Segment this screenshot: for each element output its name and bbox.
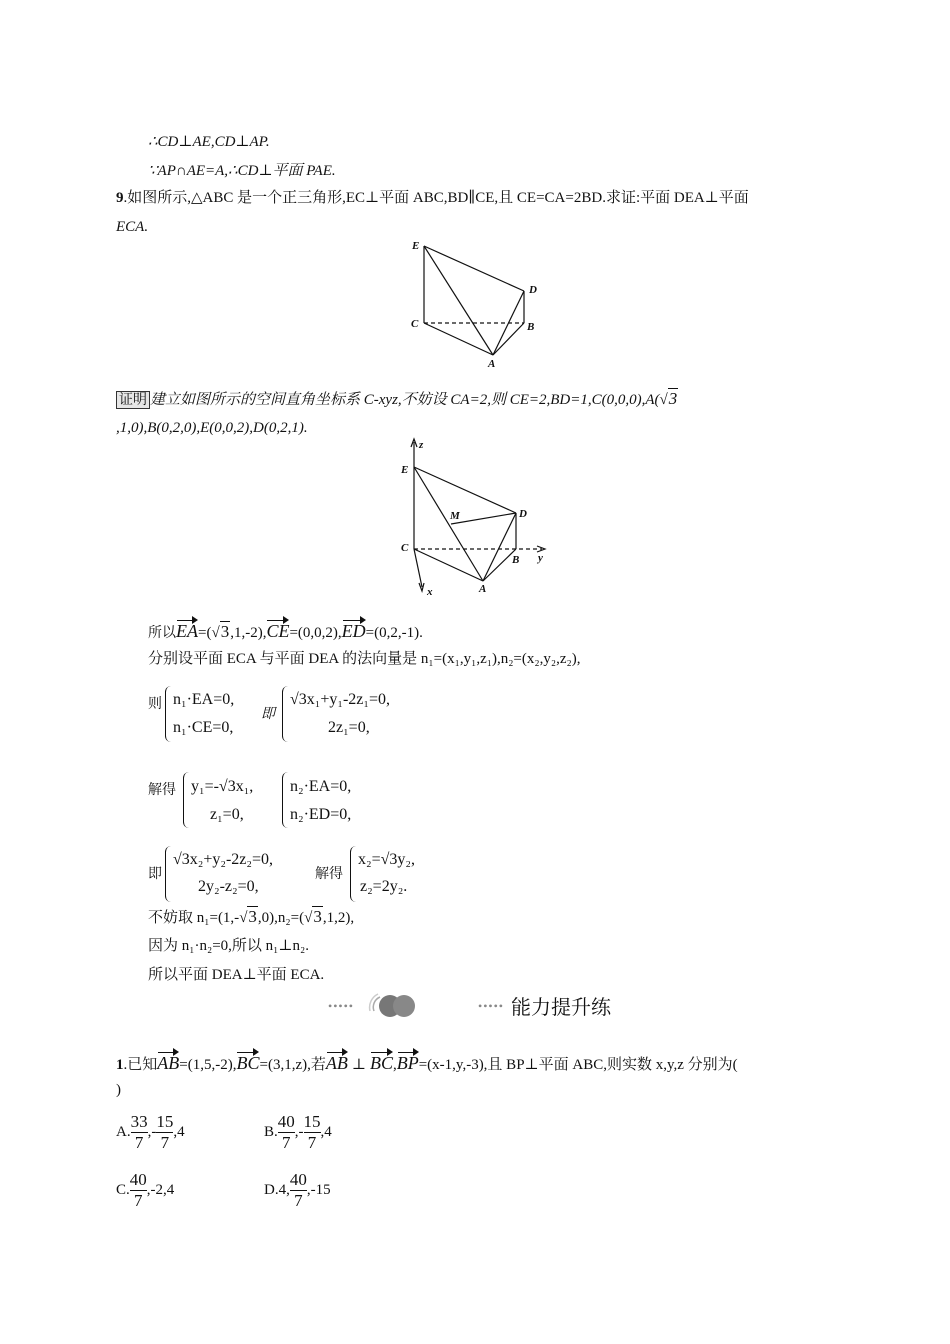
- proof-line-1: ∴CD⊥AE,CD⊥AP.: [148, 134, 270, 150]
- fraction: $\frac{33}{7}$: [130, 1112, 148, 1153]
- vector-AB: AB: [157, 1049, 179, 1073]
- option-A-tail: ,4: [173, 1124, 185, 1140]
- vector-AB-2: AB: [326, 1049, 348, 1073]
- q1-perp: ⊥: [351, 1057, 366, 1073]
- option-A[interactable]: A. $\frac{33}{7}$ ,- $\frac{15}{7}$ ,4: [116, 1112, 185, 1153]
- sys4-row1: n₂·EA=0,: [290, 778, 352, 795]
- sys6-row2: z₂=2y₂.: [360, 878, 408, 895]
- fraction: $\frac{40}{7}$: [277, 1112, 295, 1153]
- option-D-label: D.4,: [264, 1182, 290, 1198]
- sys2-row2: 2z₁=0,: [328, 719, 370, 736]
- section-badge-icon: [368, 991, 420, 1021]
- fig2-label-M: M: [450, 510, 460, 522]
- take-b: ,0),n₂=(: [257, 910, 305, 926]
- fraction: $\frac{40}{7}$: [289, 1170, 307, 1211]
- option-A-label: A.: [116, 1124, 131, 1140]
- brace-2: [282, 686, 288, 742]
- fig2-label-B: B: [512, 554, 520, 566]
- ed-val: =(0,2,-1).: [365, 625, 423, 641]
- fig2-label-C: C: [401, 542, 409, 554]
- jiede2-label: 解得: [315, 866, 343, 882]
- brace-5: [165, 846, 171, 902]
- fraction: $\frac{15}{7}$: [156, 1112, 174, 1153]
- sqrt-3: √3: [304, 907, 322, 926]
- proof-line-2: ∵AP∩AE=A,∴CD⊥平面 PAE.: [148, 163, 336, 179]
- option-C-label: C.: [116, 1182, 130, 1198]
- option-B-tail: ,4: [320, 1124, 332, 1140]
- proof-setup: [116, 388, 678, 410]
- problem-number: 9: [116, 190, 124, 206]
- sys2-row1: √3x₁+y₁-2z₁=0,: [290, 691, 390, 708]
- question-number: 1: [116, 1057, 124, 1073]
- jiede-label: 解得: [148, 782, 176, 798]
- brace-6: [350, 846, 356, 902]
- vector-CE: CE: [266, 617, 289, 641]
- ji2-label: 即: [148, 866, 162, 882]
- fig1-label-C: C: [411, 318, 419, 330]
- vector-BC-2: BC: [370, 1049, 393, 1073]
- sys6-row1: x₂=√3y₂,: [358, 851, 415, 868]
- section-header: [328, 989, 628, 1023]
- question-1: [116, 1049, 738, 1075]
- fig2-label-z: z: [419, 439, 424, 451]
- figure-1-prism: [405, 235, 545, 375]
- brace-4: [282, 772, 288, 828]
- sys3-row1: y₁=-√3x₁,: [191, 778, 254, 795]
- ce-val: =(0,0,2),: [289, 625, 342, 641]
- fig1-label-B: B: [527, 321, 535, 333]
- ea-val2: ,1,-2),: [230, 625, 267, 641]
- section-title: 能力提升练: [511, 995, 611, 1019]
- figure-2-coordinate: [395, 437, 555, 602]
- fig2-label-x: x: [427, 586, 433, 598]
- vectors-line: [148, 617, 423, 643]
- q1-b: =(1,5,-2),: [179, 1057, 237, 1073]
- option-C[interactable]: [116, 1168, 174, 1212]
- fraction: $\frac{15}{7}$: [303, 1112, 321, 1153]
- dots-right: •••••: [478, 999, 505, 1013]
- sqrt-3: √3: [211, 622, 230, 641]
- q1-c: =(3,1,z),若: [259, 1057, 326, 1073]
- problem-9-text-cont: ECA.: [116, 219, 149, 235]
- sys3-row2: z₁=0,: [210, 806, 244, 823]
- fig2-label-A: A: [479, 583, 487, 595]
- option-D[interactable]: [264, 1168, 331, 1212]
- proof-tag: 证明: [116, 391, 150, 409]
- ji-label: 即: [261, 706, 275, 722]
- dot-product-line: 因为 n₁·n₂=0,所以 n₁⊥n₂.: [148, 938, 309, 954]
- sqrt-3: √3: [239, 907, 257, 926]
- take-a: 不妨取 n₁=(1,-: [148, 910, 240, 926]
- vector-ED: ED: [342, 617, 366, 641]
- fig2-label-D: D: [519, 508, 527, 520]
- ea-val: =(: [198, 625, 212, 641]
- sys4-row2: n₂·ED=0,: [290, 806, 352, 823]
- fig1-label-E: E: [412, 240, 420, 252]
- vector-EA: EA: [176, 617, 198, 641]
- conclusion-line: 所以平面 DEA⊥平面 ECA.: [148, 967, 325, 983]
- problem-9: [116, 188, 749, 208]
- sys1-row2: n₁·CE=0,: [173, 719, 234, 736]
- take-line: [148, 906, 354, 928]
- take-c: ,1,2),: [322, 910, 355, 926]
- fig1-label-A: A: [488, 358, 496, 370]
- ze-label: 则: [148, 696, 162, 712]
- brace-1: [165, 686, 171, 742]
- option-D-tail: ,-15: [306, 1182, 331, 1198]
- fig2-label-E: E: [401, 464, 409, 476]
- normal-vectors-line: 分别设平面 ECA 与平面 DEA 的法向量是 n₁=(x₁,y₁,z₁),n₂=(x₂,y₂,z₂),: [148, 651, 581, 667]
- fig2-label-y: y: [538, 552, 543, 564]
- proof-setup-cont: ,1,0),B(0,2,0),E(0,0,2),D(0,2,1).: [116, 420, 308, 436]
- sys5-row2: 2y₂-z₂=0,: [198, 878, 259, 895]
- brace-3: [183, 772, 189, 828]
- option-C-tail: ,-2,4: [146, 1182, 175, 1198]
- suoyi: 所以: [148, 625, 176, 641]
- option-B-label: B.: [264, 1124, 278, 1140]
- option-B[interactable]: B. $\frac{40}{7}$ ,- $\frac{15}{7}$ ,4: [264, 1112, 332, 1153]
- proof-setup-text: 建立如图所示的空间直角坐标系 C-xyz,不妨设 CA=2,则 CE=2,BD=1,C(0,0,0),A(: [150, 392, 660, 408]
- fraction: $\frac{40}{7}$: [129, 1170, 147, 1211]
- q1-a: .已知: [123, 1057, 158, 1073]
- q1-f: =(x-1,y,-3),且 BP⊥平面 ABC,则实数 x,y,z 分别为(: [418, 1057, 738, 1073]
- problem-9-text: .如图所示,△ABC 是一个正三角形,EC⊥平面 ABC,BD∥CE,且 CE=CA=2BD.求证:平面 DEA⊥平面: [123, 190, 749, 206]
- sys5-row1: √3x₂+y₂-2z₂=0,: [173, 851, 273, 868]
- vector-BP: BP: [397, 1049, 419, 1073]
- sqrt-3: √3: [659, 389, 678, 408]
- dots-left: •••••: [328, 999, 355, 1013]
- sys1-row1: n₁·EA=0,: [173, 691, 235, 708]
- q1-comma: ,: [392, 1057, 397, 1073]
- fig1-label-D: D: [529, 284, 537, 296]
- vector-BC: BC: [236, 1049, 259, 1073]
- q1-close-paren: ): [116, 1082, 121, 1098]
